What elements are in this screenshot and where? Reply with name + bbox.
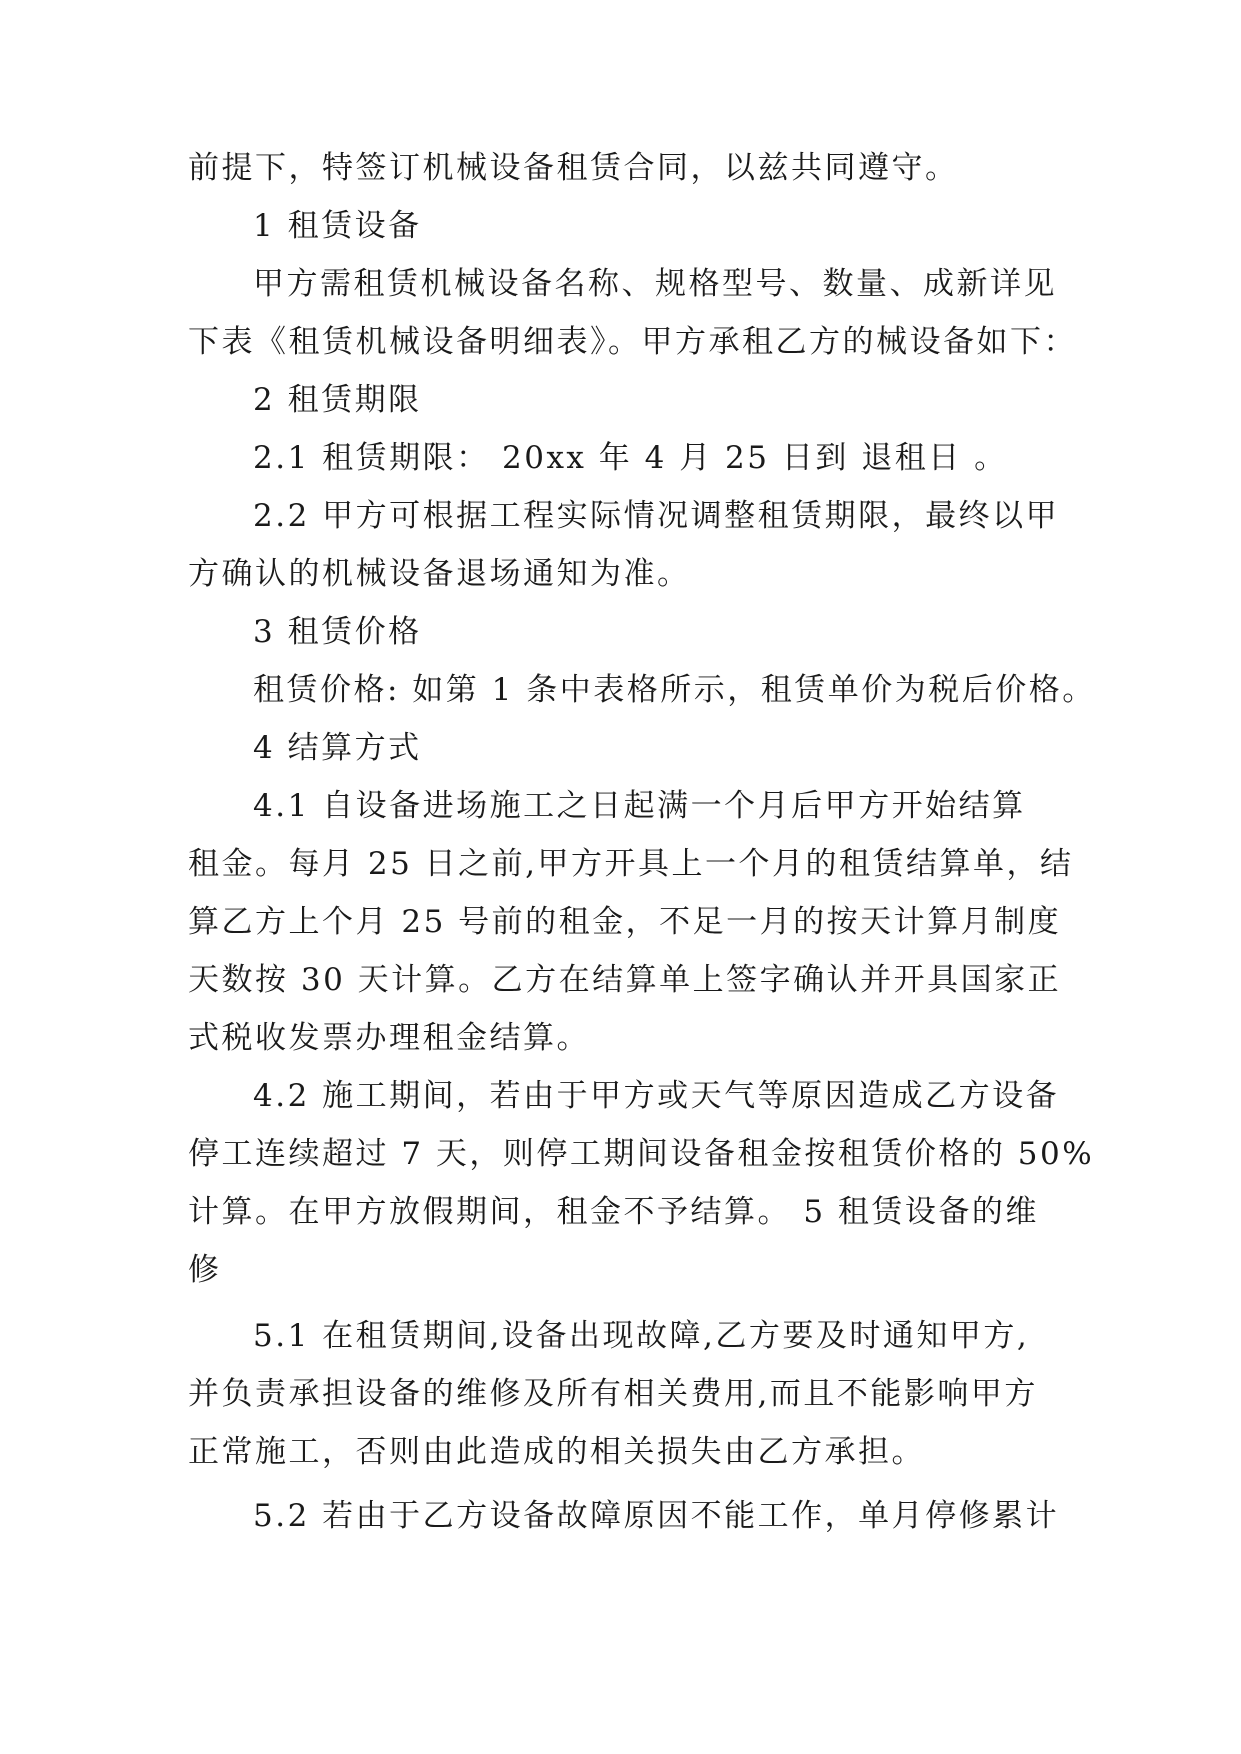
paragraph-line: 计算。在甲方放假期间，租金不予结算。 5 租赁设备的维: [188, 1194, 1039, 1230]
paragraph-line: 租赁价格: 如第 1 条中表格所示，租赁单价为税后价格。: [253, 672, 1096, 708]
paragraph-line: 天数按 30 天计算。乙方在结算单上签字确认并开具国家正: [188, 962, 1062, 998]
paragraph-line: 2.2 甲方可根据工程实际情况调整租赁期限，最终以甲: [253, 498, 1060, 534]
paragraph-line: 停工连续超过 7 天，则停工期间设备租金按租赁价格的 50%: [188, 1136, 1095, 1172]
paragraph-line: 4.2 施工期间，若由于甲方或天气等原因造成乙方设备: [253, 1078, 1060, 1114]
paragraph-line: 下表《租赁机械设备明细表》。甲方承租乙方的械设备如下：: [188, 324, 1077, 360]
section-heading-2: 2 租赁期限: [253, 382, 422, 418]
paragraph-line: 正常施工，否则由此造成的相关损失由乙方承担。: [188, 1434, 925, 1470]
section-heading-3: 3 租赁价格: [253, 614, 422, 650]
paragraph-line: 算乙方上个月 25 号前的租金，不足一月的按天计算月制度: [188, 904, 1062, 940]
paragraph-line: 2.1 租赁期限： 20xx 年 4 月 25 日到 退租日 。: [253, 440, 1008, 476]
paragraph-line: 5.1 在租赁期间,设备出现故障,乙方要及时通知甲方,: [253, 1318, 1030, 1354]
paragraph-line: 4.1 自设备进场施工之日起满一个月后甲方开始结算: [253, 788, 1026, 824]
paragraph-line: 租金。每月 25 日之前,甲方开具上一个月的租赁结算单，结: [188, 846, 1074, 882]
paragraph-line: 式税收发票办理租金结算。: [188, 1020, 590, 1056]
paragraph-line: 修: [188, 1252, 222, 1288]
section-heading-1: 1 租赁设备: [253, 208, 422, 244]
paragraph-line: 前提下，特签订机械设备租赁合同，以兹共同遵守。: [188, 150, 959, 186]
paragraph-line: 5.2 若由于乙方设备故障原因不能工作，单月停修累计: [253, 1498, 1060, 1534]
paragraph-line: 并负责承担设备的维修及所有相关费用,而且不能影响甲方: [188, 1376, 1038, 1412]
section-heading-4: 4 结算方式: [253, 730, 422, 766]
paragraph-line: 方确认的机械设备退场通知为准。: [188, 556, 691, 592]
paragraph-line: 甲方需租赁机械设备名称、规格型号、数量、成新详见: [253, 266, 1057, 302]
